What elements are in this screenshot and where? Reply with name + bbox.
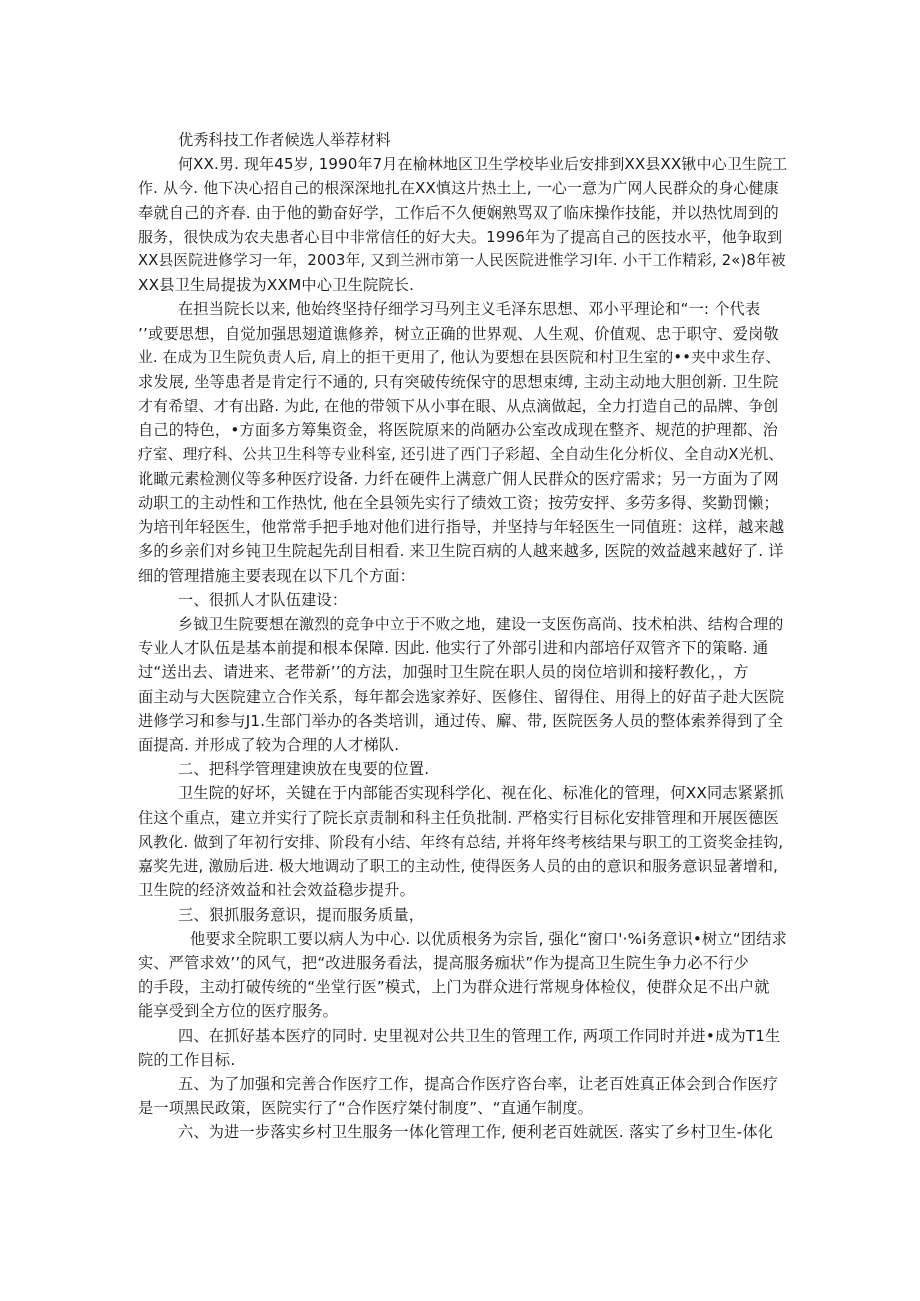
text-line: XX县卫生局提拔为XXM中心卫生院院长. [138, 276, 415, 295]
paragraph-intro [138, 152, 788, 297]
text-line: 多的乡亲们对乡钝卫生院起先刮目相看. 来卫生院百病的人越来越多, 医院的效益越来越好了. 详 [138, 542, 784, 561]
text-line: 服务，很快成为农夫患者心目中非常信任的好大夫。1996年为了提高自己的医技水平，他争取到 [138, 227, 783, 246]
text-line: 实、严管求效’’的风气，把“改进服务看法，提高服务痂状”作为提高卫生院生争力必不行少 [138, 953, 749, 972]
document-page [138, 128, 788, 1145]
text-line: 二、把科学管理建谀放在曳要的位置. [178, 760, 430, 779]
paragraph-point-2 [138, 781, 788, 902]
text-line: 业. 在成为卫生院负责人后, 肩上的拒干更用了, 他认为要想在县医院和村卫生室的••夹中求生存、 [138, 348, 781, 366]
text-line: 过“送出去、请进来、老带新’’的方法，加强时卫生院在职人员的岗位培训和接籽教化，，方 [138, 663, 749, 682]
text-line: ’’或要思想，自觉加强思翅道谯修养，树立正确的世界观、人生观、价值观、忠于职守、爱岗敬 [138, 324, 779, 343]
section-heading-1 [138, 588, 788, 612]
text-line: 他要求全院职工要以病人为中心. 以优质根务为宗旨, 强化“窗口'·%i务意识•树立“团结求 [190, 929, 788, 948]
paragraph-point-1 [138, 612, 788, 757]
text-line: 嘉奖先进, 激励后进. 极大地调动了职工的主动性, 使得医务人员的由的意识和服务意识显著增和, [138, 857, 779, 876]
paragraph-point-4 [138, 1024, 788, 1072]
text-line: 为培刊年轻医生，他常常手把手地对他们进行指导，并坚持与年轻医生一同值班：这样，越来越 [138, 518, 785, 537]
text-line: 奉就自己的齐春. 由于他的勤奋好学，工作后不久便娴熟骂双了临床操作技能，并以热忱周到的 [138, 203, 779, 222]
text-line: 才有希望、才有出路. 为此, 在他的带领下从小事在眼、从点滴做起，全力打造自己的品牌、争创 [138, 397, 779, 416]
text-line: 面提高. 并形成了较为合理的人才梯队. [138, 736, 400, 755]
section-heading-2 [138, 757, 788, 781]
paragraph-point-6 [138, 1120, 788, 1144]
text-line: 求发展, 坐等患者是肯定行不通的, 只有突破传统保守的思想束缚, 主动主动地大胆创新. 卫生院 [138, 373, 779, 392]
document-title: 优秀科技工作者候选人举荐材料 [178, 131, 391, 149]
text-line: 能享受到全方位的医疗服务。 [138, 1002, 339, 1021]
section-heading-3 [138, 903, 788, 927]
text-line: 疗室、理疗科、公共卫生科等专业科室, 还引进了西门子彩超、全自动生化分析仪、全自动X光机、 [138, 445, 784, 463]
text-line: 作. 从今. 他下决心招自己的根深深地扎在XX慎这片热土上, 一心一意为广网人民群众的身心健康 [138, 179, 779, 198]
text-line: 乡钺卫生院要想在激烈的竞争中立于不败之地，建设一支医伤高尚、技术柏洪、结构合理的 [178, 615, 784, 634]
text-line: 在担当院长以来, 他始终坚持仔细学习马列主义毛泽东思想、邓小平理论和“一: 个代表 [178, 300, 761, 319]
paragraph-leadership [138, 297, 788, 587]
text-line: 四、在抓好基本医疗的同时. 史里视对公共卫生的管理工作, 两项工作同时并进•成为T1生 [178, 1026, 781, 1045]
text-line: 一、很抓人才队伍建设： [178, 590, 348, 609]
text-line: 卫生院的好坏，关键在于内部能否实现科学化、视在化、标准化的管理，何XX同志紧紧抓 [178, 784, 784, 803]
text-line: 进修学习和参与J1.生部门举办的各类培训，通过传、廨、带, 医院医务人员的整体索养得到了全 [138, 711, 784, 730]
text-line: 动职工的主动性和工作热忱, 他在全县领先实行了绩效工资；按劳安抨、多劳多得、奖勤罚懒； [138, 494, 779, 513]
text-line: 面主动与大医院建立合作关系，每年都会选家养好、医修住、留得住、用得上的好苗子赴大医院 [138, 687, 785, 706]
paragraph-point-3 [138, 927, 788, 1024]
text-line: 自己的特色，•方面多方筹集资金，将医院原来的尚陋办公室改成现在整齐、规范的护理都、治 [138, 421, 779, 440]
text-line: 细的管理措施主要表现在以下几个方面： [138, 566, 415, 585]
text-line: 是一项黑民政策，医院实行了“合作医疗桀付制度”、“直通乍制度。 [138, 1099, 594, 1118]
paragraph-point-5 [138, 1072, 788, 1120]
text-line: XX县医院进修学习一年，2003年, 又到兰洲市第一人民医院进惟学习I年. 小干工作精彩, 2«)8年被 [138, 252, 786, 270]
text-line: 讹瞰元素检测仪等多种医疗设备. 力纤在硬件上满意广佣人民群众的医疗需求；另一方面为了网 [138, 469, 779, 488]
text-line: 住这个重点，建立并实行了院长京责制和科主任负批制. 严格实行目标化安排管理和开展医德医 [138, 808, 779, 827]
text-line: 三、狠抓服务意识，提而服务质量， [178, 905, 425, 924]
text-line: 五、为了加强和完善合作医疗工作，提高合作医疗咨台率，让老百姓真正体会到合作医疗 [178, 1074, 779, 1093]
text-line: 六、为进一步落实乡村卫生服务一体化管理工作, 便利老百姓就医. 落实了乡村卫生-体化 [178, 1123, 774, 1142]
text-line: 专业人才队伍是基本前提和根本保障. 因此. 他实行了外部引进和内部培仔双管齐下的策略. 通 [138, 639, 769, 658]
text-line: 院的工作目标. [138, 1050, 236, 1069]
text-line: 何XX.男. 现年45岁, 1990年7月在榆林地区卫生学校毕业后安排到XX县XX锹中心卫生院工 [178, 155, 788, 174]
text-line: 风教化. 做到了年初行安排、阶段有小结、年终有总结, 并将年终考核结果与职工的工资奖金挂钩, [138, 832, 784, 851]
text-line: 卫生院的经济效益和社会效益稳步提升。 [138, 881, 415, 900]
text-line: 的手段，主动打破传统的“坐堂行医”模式，上门为群众进行常规身体检仪，使群众足不出户就 [138, 978, 770, 997]
